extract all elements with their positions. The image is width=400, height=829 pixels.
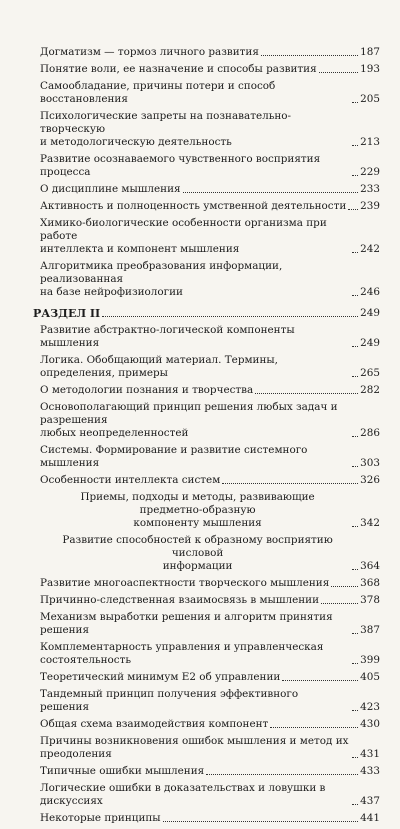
toc-entry-title-line: Развитие осознаваемого чувственного восприятия процесса	[40, 153, 321, 178]
toc-entry-title-line: любых неопределенностей	[40, 427, 189, 439]
toc-entry-title	[33, 641, 350, 667]
toc-entry-title	[33, 63, 317, 76]
dot-leader	[352, 526, 358, 527]
toc-entry-title	[33, 110, 350, 149]
toc-entry-title-line: Типичные ошибки мышления	[40, 765, 205, 777]
toc-entry	[33, 110, 380, 149]
toc-entry	[33, 183, 380, 196]
toc-page-number: 193	[360, 63, 380, 75]
dot-leader	[352, 633, 358, 634]
toc-page-number: 423	[360, 701, 380, 713]
toc-entry-title-line: Особенности интеллекта систем	[40, 474, 221, 486]
toc-entry-title-line: О методологии познания и творчества	[40, 384, 254, 396]
dot-leader	[352, 757, 358, 758]
toc-entry-title	[33, 183, 181, 196]
toc-entry-title-line: Психологические запреты на познавательно-творческую	[40, 110, 292, 135]
toc-entry	[33, 354, 380, 380]
toc-entry	[33, 63, 380, 76]
toc-page-number: 433	[360, 765, 380, 777]
toc-entry	[33, 401, 380, 440]
toc-page-number: 242	[360, 243, 380, 255]
dot-leader	[282, 680, 358, 681]
toc-entry	[33, 217, 380, 256]
toc-entry-title	[33, 735, 350, 761]
dot-leader	[206, 774, 358, 775]
toc-entry-title-line: Механизм выработки решения и алгоритм принятия решения	[40, 611, 333, 636]
toc-page-number: 364	[360, 560, 380, 572]
toc-entry-title	[33, 688, 350, 714]
toc-page-number: 368	[360, 577, 380, 589]
toc-entry-title-line: информации	[162, 560, 233, 572]
toc-entry-title	[33, 474, 220, 487]
toc-entry	[33, 765, 380, 778]
toc-entry	[33, 534, 380, 573]
toc-entry	[33, 611, 380, 637]
toc-page-number: 441	[360, 812, 380, 824]
toc-page-number: 187	[360, 46, 380, 58]
toc-entry-title	[33, 782, 350, 808]
toc-page-number: 213	[360, 136, 380, 148]
toc-entry-title-line: Развитие способностей к образному восприятию числовой	[62, 534, 333, 559]
dot-leader	[352, 436, 358, 437]
toc-entry-title-line: Теоретический минимум Е2 об управлении	[40, 671, 281, 683]
toc-entry-title-line: Активность и полноценность умственной деятельности	[40, 200, 347, 212]
dot-leader	[352, 804, 358, 805]
toc-entry-title	[33, 401, 350, 440]
toc-entry-title-line: Комплементарность управления и управленческая состоятельность	[40, 641, 324, 666]
toc-entry-title	[33, 324, 350, 350]
toc-entry-title-line: О дисциплине мышления	[40, 183, 181, 195]
toc-page-number: 405	[360, 671, 380, 683]
toc-entry-title	[33, 217, 350, 256]
section-heading	[33, 307, 380, 320]
toc-entry-title	[33, 307, 100, 320]
toc-entry-title	[33, 534, 350, 573]
toc-entry-title	[33, 444, 350, 470]
toc-page-number: 437	[360, 795, 380, 807]
toc-entry	[33, 491, 380, 530]
toc-entry-title-line: Химико-биологические особенности организма при работе	[40, 217, 327, 242]
toc-page-number: 342	[360, 517, 380, 529]
dot-leader	[352, 466, 358, 467]
toc-page-number: 326	[360, 474, 380, 486]
toc-entry-title-line: Догматизм — тормоз личного развития	[40, 46, 259, 58]
toc-entry-title-line: Приемы, подходы и методы, развивающие предметно-образную	[80, 491, 315, 516]
toc-page-number: 303	[360, 457, 380, 469]
toc-page-number: 233	[360, 183, 380, 195]
toc-entry-title	[33, 46, 259, 59]
toc-entry	[33, 812, 380, 825]
toc-entry-title-line: Логика. Обобщающий материал. Термины, определения, примеры	[40, 354, 278, 379]
toc-entry-title-line: Тандемный принцип получения эффективного решения	[40, 688, 299, 713]
toc-entry-title	[33, 812, 161, 825]
toc-entry-title-line: Причины возникновения ошибок мышления и метод их преодоления	[40, 735, 349, 760]
toc-entry	[33, 718, 380, 731]
toc-page-number: 246	[360, 286, 380, 298]
toc-entry	[33, 384, 380, 397]
dot-leader	[352, 175, 358, 176]
toc-page-number: 239	[360, 200, 380, 212]
dot-leader	[319, 72, 359, 73]
toc-entry-title	[33, 80, 350, 106]
toc-entry-title-line: РАЗДЕЛ II	[33, 307, 101, 320]
toc-entry-title-line: Системы. Формирование и развитие системного мышления	[40, 444, 308, 469]
toc-entry-title-line: Некоторые принципы	[40, 812, 161, 824]
toc-entry	[33, 324, 380, 350]
toc-entry-title-line: интеллекта и компонент мышления	[40, 243, 240, 255]
dot-leader	[321, 603, 358, 604]
toc-entry-title	[33, 594, 319, 607]
toc-page-number: 387	[360, 624, 380, 636]
dot-leader	[222, 483, 358, 484]
toc-entry-title	[33, 384, 253, 397]
toc-entry-title	[33, 260, 350, 299]
dot-leader	[270, 727, 358, 728]
toc-page-number: 205	[360, 93, 380, 105]
toc-entry	[33, 46, 380, 59]
toc-entry-title	[33, 718, 268, 731]
toc-page-number: 399	[360, 654, 380, 666]
toc-entry-title-line: Общая схема взаимодействия компонент	[40, 718, 269, 730]
toc-page-number: 430	[360, 718, 380, 730]
dot-leader	[352, 710, 358, 711]
dot-leader	[331, 586, 358, 587]
toc-entry	[33, 444, 380, 470]
toc-entry	[33, 594, 380, 607]
toc-entry-title	[33, 354, 350, 380]
toc-entry-title-line: компоненту мышления	[133, 517, 262, 529]
dot-leader	[352, 346, 358, 347]
toc-entry-title-line: Причинно-следственная взаимосвязь в мышлении	[40, 594, 320, 606]
toc-entry-title	[33, 671, 280, 684]
dot-leader	[352, 102, 358, 103]
toc-entry-title-line: Алгоритмика преобразования информации, реализованная	[40, 260, 283, 285]
toc-entry	[33, 153, 380, 179]
toc-entry	[33, 80, 380, 106]
dot-leader	[352, 252, 358, 253]
toc-page-number: 229	[360, 166, 380, 178]
dot-leader	[352, 145, 358, 146]
dot-leader	[255, 393, 358, 394]
dot-leader	[102, 316, 358, 317]
toc-entry-title-line: на базе нейрофизиологии	[40, 286, 183, 298]
toc-entry	[33, 735, 380, 761]
toc-entry	[33, 782, 380, 808]
toc-entry-title-line: Понятие воли, ее назначение и способы развития	[40, 63, 317, 75]
toc-page-number: 265	[360, 367, 380, 379]
toc-entry	[33, 688, 380, 714]
toc-page-number: 249	[360, 337, 380, 349]
table-of-contents	[33, 46, 380, 829]
toc-entry-title-line: Самообладание, причины потери и способ восстановления	[40, 80, 276, 105]
dot-leader	[261, 55, 358, 56]
toc-entry	[33, 641, 380, 667]
toc-page-number: 286	[360, 427, 380, 439]
toc-entry-title-line: Основополагающий принцип решения любых задач и разрешения	[40, 401, 338, 426]
dot-leader	[163, 821, 359, 822]
toc-page-number: 249	[360, 307, 380, 319]
dot-leader	[348, 209, 358, 210]
toc-entry-title	[33, 611, 350, 637]
dot-leader	[352, 663, 358, 664]
toc-entry-title	[33, 200, 346, 213]
toc-entry-title	[33, 153, 350, 179]
toc-entry	[33, 577, 380, 590]
dot-leader	[183, 192, 359, 193]
toc-entry-title	[33, 577, 329, 590]
toc-page-number: 431	[360, 748, 380, 760]
toc-entry	[33, 260, 380, 299]
toc-entry	[33, 200, 380, 213]
toc-page-number: 378	[360, 594, 380, 606]
toc-entry-title-line: Логические ошибки в доказательствах и ловушки в дискуссиях	[40, 782, 326, 807]
toc-page-number: 282	[360, 384, 380, 396]
dot-leader	[352, 295, 358, 296]
toc-entry-title	[33, 765, 204, 778]
toc-entry-title-line: Развитие многоаспектности творческого мышления	[40, 577, 330, 589]
toc-entry	[33, 474, 380, 487]
toc-entry-title-line: и методологическую деятельность	[40, 136, 232, 148]
dot-leader	[352, 569, 358, 570]
toc-entry-title	[33, 491, 350, 530]
toc-entry	[33, 671, 380, 684]
toc-entry-title-line: Развитие абстрактно-логической компоненты мышления	[40, 324, 295, 349]
dot-leader	[352, 376, 358, 377]
